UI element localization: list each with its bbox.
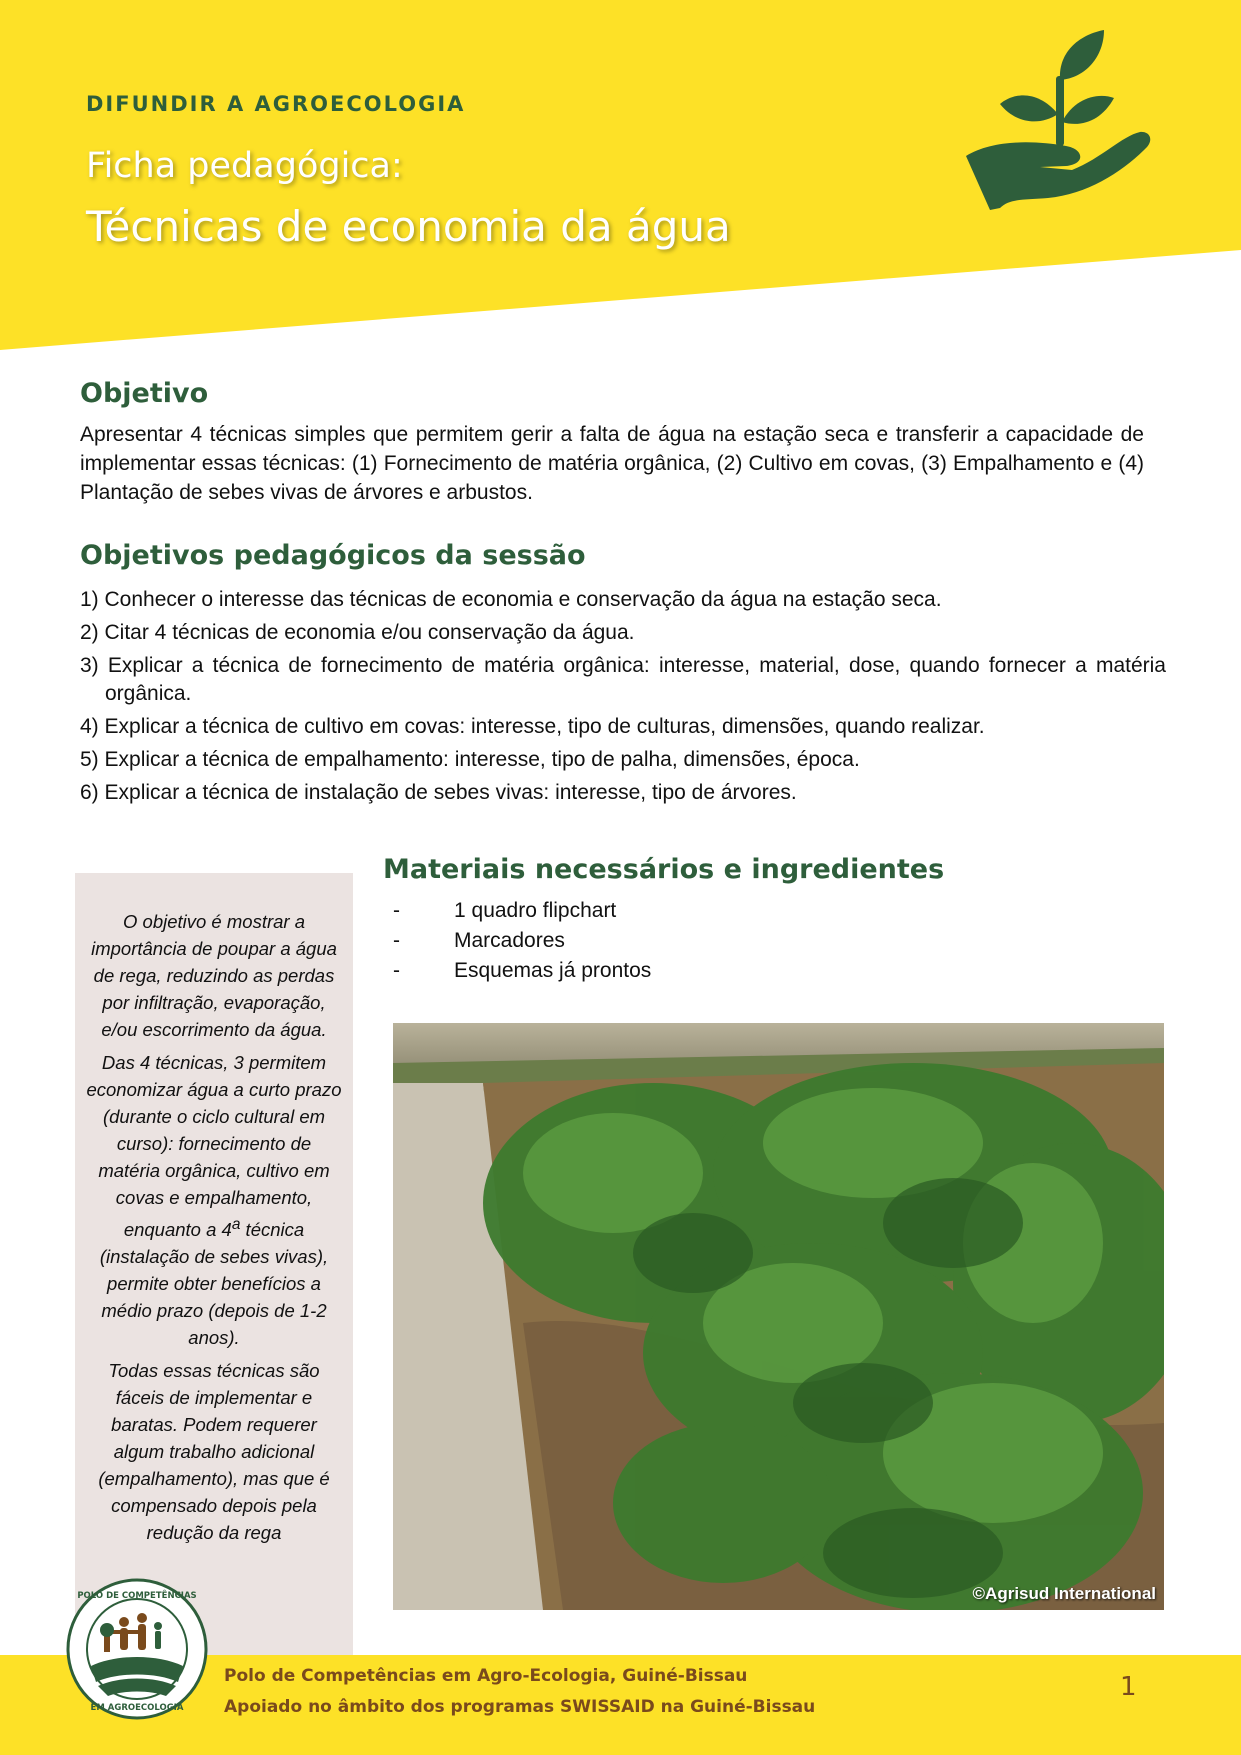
list-item: 4) Explicar a técnica de cultivo em covas: interesse, tipo de culturas, dimensões, quando realizar. xyxy=(80,715,985,738)
list-dash: - xyxy=(393,929,400,952)
list-item: 6) Explicar a técnica de instalação de sebes vivas: interesse, tipo de árvores. xyxy=(80,781,797,804)
photo-credit: ©Agrisud International xyxy=(972,1584,1156,1603)
photo-illustration xyxy=(393,1023,1164,1610)
list-item: 1) Conhecer o interesse das técnicas de economia e conservação da água na estação seca. xyxy=(80,588,942,611)
materials-list xyxy=(393,896,651,986)
page-number: 1 xyxy=(1120,1672,1137,1702)
polo-agroecologia-logo-icon xyxy=(66,1578,208,1720)
list-item: 2) Citar 4 técnicas de economia e/ou conservação da água. xyxy=(80,621,635,644)
sidebar-paragraph xyxy=(84,1049,344,1351)
list-item xyxy=(393,956,651,986)
pedagogical-objectives-heading: Objetivos pedagógicos da sessão xyxy=(80,540,586,571)
objetivo-text: Apresentar 4 técnicas simples que permitem gerir a falta de água na estação seca e transferir a capacidade de implementar essas técnicas: (1) Fornecimento de matéria orgânica, (2) Cultivo em covas, (3) Empalhamento e (4) Plantação de sebes vivas de árvores e arbustos. xyxy=(80,423,1144,504)
sidebar-superscript: a xyxy=(231,1216,241,1233)
sidebar-paragraph: O objetivo é mostrar a importância de poupar a água de rega, reduzindo as perdas por infiltração, evaporação, e/ou escorrimento da água. xyxy=(91,911,337,1040)
footer-support-note: Apoiado no âmbito dos programas SWISSAID na Guiné-Bissau xyxy=(224,1697,816,1717)
sidebar-paragraph: Todas essas técnicas são fáceis de implementar e baratas. Podem requerer algum trabalho adicional (empalhamento), mas que é compensado depois pela redução da rega xyxy=(98,1360,330,1544)
plant-in-hand-icon xyxy=(962,28,1152,218)
list-item-label: Marcadores xyxy=(454,929,565,952)
list-item-label: 1 quadro flipchart xyxy=(454,899,617,922)
materials-heading: Materiais necessários e ingredientes xyxy=(383,854,945,885)
sidebar-text-part: técnica (instalação de sebes vivas), permite obter benefícios a médio prazo (depois de 1-2 anos). xyxy=(99,1219,329,1349)
list-item-label: Esquemas já prontos xyxy=(454,959,652,982)
footer-organization: Polo de Competências em Agro-Ecologia, Guiné-Bissau xyxy=(224,1666,748,1686)
list-item xyxy=(393,926,651,956)
header-kicker: DIFUNDIR A AGROECOLOGIA xyxy=(86,92,466,116)
objetivo-heading: Objetivo xyxy=(80,378,209,409)
pedagogical-objectives-list xyxy=(80,586,1166,812)
list-item xyxy=(393,896,651,926)
list-dash: - xyxy=(393,959,400,982)
logo-bottom-text: EM AGROECOLOGIA xyxy=(90,1703,184,1713)
sidebar-text-part: Das 4 técnicas, 3 permitem economizar água a curto prazo (durante o ciclo cultural em curso): fornecimento de matéria orgânica, cultivo em covas e empalhamento, enquanto a 4 xyxy=(86,1052,342,1241)
page-subtitle: Ficha pedagógica: xyxy=(86,146,403,186)
list-dash: - xyxy=(393,899,400,922)
tomato-field-photo xyxy=(393,1023,1164,1610)
logo-top-text: POLO DE COMPETÊNCIAS xyxy=(77,1591,197,1601)
sidebar-note xyxy=(84,908,344,1552)
list-item: 3) Explicar a técnica de fornecimento de matéria orgânica: interesse, material, dose, quando fornecer a matéria orgânica. xyxy=(80,654,1166,705)
list-item: 5) Explicar a técnica de empalhamento: interesse, tipo de palha, dimensões, época. xyxy=(80,748,860,771)
page-title: Técnicas de economia da água xyxy=(86,202,731,251)
